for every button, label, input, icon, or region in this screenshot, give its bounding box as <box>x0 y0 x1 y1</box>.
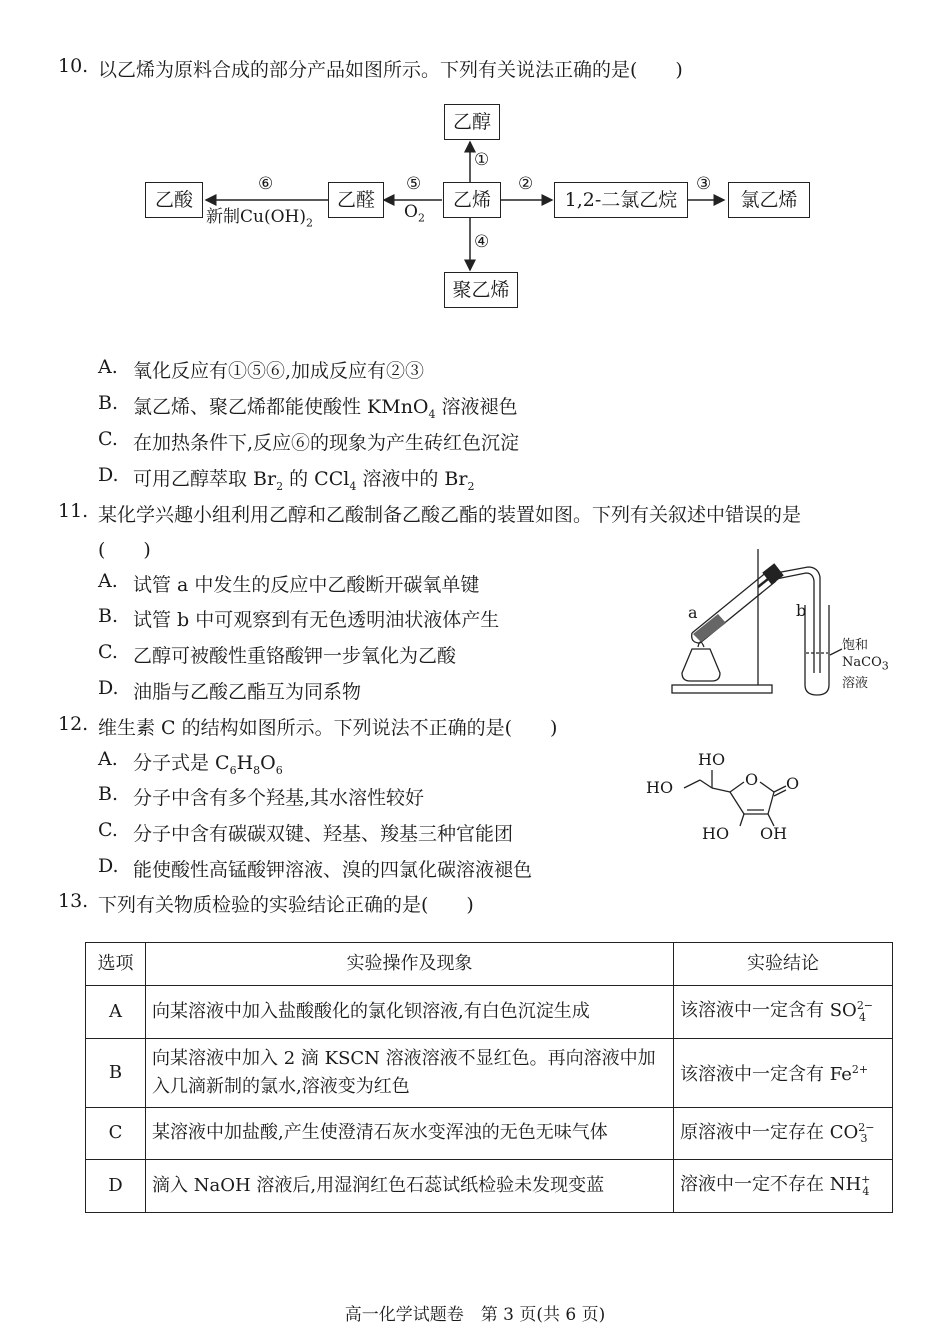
label-step-1: ① <box>474 150 490 170</box>
flame <box>698 642 704 647</box>
label-step-2: ② <box>518 174 534 194</box>
q11-number: 11. <box>58 500 89 522</box>
stand-clamp <box>758 579 768 587</box>
row-conclusion: 该溶液中一定含有 $SO^{2-}_4$ <box>674 986 893 1039</box>
q12-option-c-label: C. <box>98 819 118 841</box>
label-step-3: ③ <box>696 174 712 194</box>
q10-option-c-label: C. <box>98 428 118 450</box>
row-option: A <box>86 986 146 1039</box>
node-ethylene: 乙烯 <box>443 182 501 218</box>
row-operation: 滴入 NaOH 溶液后,用湿润红色石蕊试纸检验未发现变蓝 <box>146 1160 674 1213</box>
q10-option-b-text: 氯乙烯、聚乙烯都能使酸性 KMnO$_4$ 溶液褪色 <box>133 396 518 421</box>
table-header-row <box>86 943 893 986</box>
q11-option-c-label: C. <box>98 641 118 663</box>
solution-label: 饱和 NaCO$_3$ 溶液 <box>842 638 889 691</box>
q11-option-d-text: 油脂与乙酸乙酯互为同系物 <box>133 681 362 703</box>
row-conclusion: 溶液中一定不存在 $NH^+_4$ <box>674 1160 893 1213</box>
q10-text: 以乙烯为原料合成的部分产品如图所示。下列有关说法正确的是( ) <box>98 59 683 81</box>
tube-a-label: a <box>688 603 698 622</box>
q12-option-c-text: 分子中含有碳碳双键、羟基、羧基三种官能团 <box>133 823 514 845</box>
q11-paren: ( ) <box>98 539 151 561</box>
vitamin-c-structure <box>640 748 840 848</box>
q12-option-a-text: 分子式是 $C_6H_8O_6$ <box>133 752 283 777</box>
table-row <box>86 1107 893 1160</box>
q11-text: 某化学兴趣小组利用乙醇和乙酸制备乙酸乙酯的装置如图。下列有关叙述中错误的是 <box>98 504 802 526</box>
q10-diagram <box>140 96 830 318</box>
q13-table <box>85 942 893 1213</box>
q10-option-d-text: 可用乙醇萃取 $Br_2$ 的 CCl$_4$ 溶液中的 $Br_2$ <box>133 468 475 493</box>
row-operation: 某溶液中加盐酸,产生使澄清石灰水变浑浊的无色无味气体 <box>146 1107 674 1160</box>
label-o2: $O_2$ <box>404 202 425 225</box>
q12-option-d-text: 能使酸性高锰酸钾溶液、溴的四氯化碳溶液褪色 <box>133 859 533 881</box>
row-operation: 向某溶液中加入盐酸酸化的氯化钡溶液,有白色沉淀生成 <box>146 986 674 1039</box>
node-vinyl-chloride: 氯乙烯 <box>728 182 810 218</box>
node-ethanol: 乙醇 <box>444 104 500 140</box>
table-row <box>86 1160 893 1213</box>
node-polyethylene: 聚乙烯 <box>444 272 518 308</box>
q11-option-c-text: 乙醇可被酸性重铬酸钾一步氧化为乙酸 <box>133 645 457 667</box>
node-dichloroethane: 1,2-二氯乙烷 <box>554 182 688 218</box>
structure-bonds <box>640 748 840 848</box>
header-operation: 实验操作及现象 <box>146 943 674 986</box>
ho-top-label: HO <box>698 750 726 769</box>
label-pointer <box>830 649 842 655</box>
label-step-5: ⑤ <box>406 174 422 194</box>
node-acetic-acid: 乙酸 <box>145 182 203 218</box>
q10-option-a-text: 氧化反应有①⑤⑥,加成反应有②③ <box>133 360 425 382</box>
row-conclusion: 该溶液中一定含有 $Fe^{2+}$ <box>674 1038 893 1107</box>
row-option: B <box>86 1038 146 1107</box>
label-step-4: ④ <box>474 232 490 252</box>
q12-option-b-label: B. <box>98 783 119 805</box>
table-row <box>86 1038 893 1107</box>
label-step-6: ⑥ <box>258 174 274 194</box>
q12-option-a-label: A. <box>98 748 118 770</box>
q12-number: 12. <box>58 713 89 735</box>
q10-option-a-label: A. <box>98 356 118 378</box>
tube-a-upper <box>692 571 768 633</box>
row-operation: 向某溶液中加入 2 滴 KSCN 溶液溶液不显红色。再向溶液中加入几滴新制的氯水,溶液变为红色 <box>146 1038 674 1107</box>
q11-apparatus-figure <box>670 545 895 700</box>
q11-option-d-label: D. <box>98 677 119 699</box>
tube-b-label: b <box>796 601 807 620</box>
q10-option-d-label: D. <box>98 464 119 486</box>
ring-oxygen-label: O <box>745 770 759 789</box>
node-acetaldehyde: 乙醛 <box>328 182 384 218</box>
q11-option-a-text: 试管 a 中发生的反应中乙酸断开碳氧单键 <box>133 574 480 596</box>
row-conclusion: 原溶液中一定存在 $CO^{2-}_3$ <box>674 1107 893 1160</box>
q10-option-c-text: 在加热条件下,反应⑥的现象为产生砖红色沉淀 <box>133 432 520 454</box>
q11-option-a-label: A. <box>98 570 118 592</box>
ho-left-label: HO <box>646 778 674 797</box>
q12-option-b-text: 分子中含有多个羟基,其水溶性较好 <box>133 787 425 809</box>
table-row <box>86 986 893 1039</box>
stand-base <box>672 685 772 693</box>
label-reagent-6: 新制$Cu(OH)_2$ <box>206 207 313 230</box>
page-footer: 高一化学试题卷 第 3 页(共 6 页) <box>344 1305 606 1325</box>
row-option: D <box>86 1160 146 1213</box>
q13-number: 13. <box>58 890 89 912</box>
header-option: 选项 <box>86 943 146 986</box>
q12-text: 维生素 C 的结构如图所示。下列说法不正确的是( ) <box>98 717 558 739</box>
q10-number: 10. <box>58 55 89 77</box>
header-conclusion: 实验结论 <box>674 943 893 986</box>
q11-option-b-label: B. <box>98 605 119 627</box>
carbonyl-oxygen-label: O <box>786 774 800 793</box>
lamp <box>682 649 720 681</box>
tube-b <box>805 605 829 695</box>
ho-bottom-label: HO <box>702 824 730 843</box>
row-option: C <box>86 1107 146 1160</box>
q10-option-b-label: B. <box>98 392 119 414</box>
delivery-tube-inner <box>776 573 814 673</box>
q12-option-d-label: D. <box>98 855 119 877</box>
q13-text: 下列有关物质检验的实验结论正确的是( ) <box>98 894 474 916</box>
oh-bottom-label: OH <box>760 824 788 843</box>
q11-option-b-text: 试管 b 中可观察到有无色透明油状液体产生 <box>133 609 500 631</box>
